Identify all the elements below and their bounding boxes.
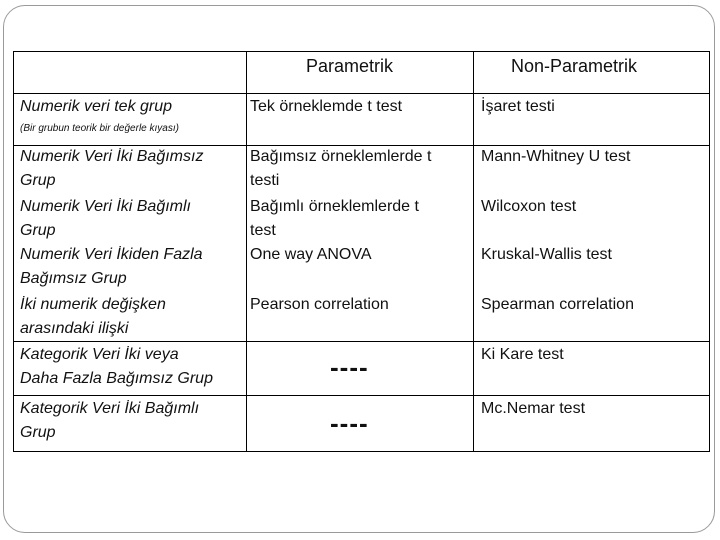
non-parametric-test: Ki Kare test [481, 346, 564, 363]
non-parametric-test: Spearman correlation [481, 296, 634, 313]
comparison-table [13, 51, 710, 452]
row-label: Kategorik Veri İki Bağımlı [20, 400, 200, 417]
row-label: Grup [20, 172, 56, 189]
non-parametric-test: Mc.Nemar test [481, 400, 586, 417]
row-note: (Bir grubun teorik bir değerle kıyası) [20, 123, 179, 134]
row-label: Kategorik Veri İki veya [20, 346, 179, 363]
column-divider [473, 52, 474, 451]
header-parametric: Parametrik [306, 56, 394, 76]
row-label: Grup [20, 424, 56, 441]
parametric-test: Tek örneklemde t test [250, 98, 403, 115]
parametric-test: Bağımlı örneklemlerde t [250, 198, 419, 215]
non-parametric-test: İşaret testi [481, 98, 555, 115]
parametric-test: Bağımsız örneklemlerde t [250, 148, 432, 165]
column-divider [246, 52, 247, 451]
parametric-test: testi [250, 172, 280, 189]
parametric-dash: ---- [330, 408, 369, 438]
row-divider [14, 395, 709, 396]
parametric-test: Pearson correlation [250, 296, 389, 313]
row-label: İki numerik değişken [20, 296, 166, 313]
row-label: Numerik Veri İki Bağımlı [20, 198, 191, 215]
parametric-test: test [250, 222, 276, 239]
row-divider [14, 93, 709, 94]
row-label: Numerik Veri İkiden Fazla [20, 246, 203, 263]
non-parametric-test: Kruskal-Wallis test [481, 246, 612, 263]
row-label: Numerik Veri İki Bağımsız [20, 148, 204, 165]
non-parametric-test: Mann-Whitney U test [481, 148, 631, 165]
row-label: Daha Fazla Bağımsız Grup [20, 370, 213, 387]
parametric-dash: ---- [330, 352, 369, 382]
row-label: Bağımsız Grup [20, 270, 127, 287]
row-label: arasındaki ilişki [20, 320, 129, 337]
parametric-test: One way ANOVA [250, 246, 372, 263]
row-divider [14, 341, 709, 342]
non-parametric-test: Wilcoxon test [481, 198, 577, 215]
row-label: Grup [20, 222, 56, 239]
header-non-parametric: Non-Parametrik [511, 56, 638, 76]
row-label: Numerik veri tek grup [20, 98, 173, 115]
